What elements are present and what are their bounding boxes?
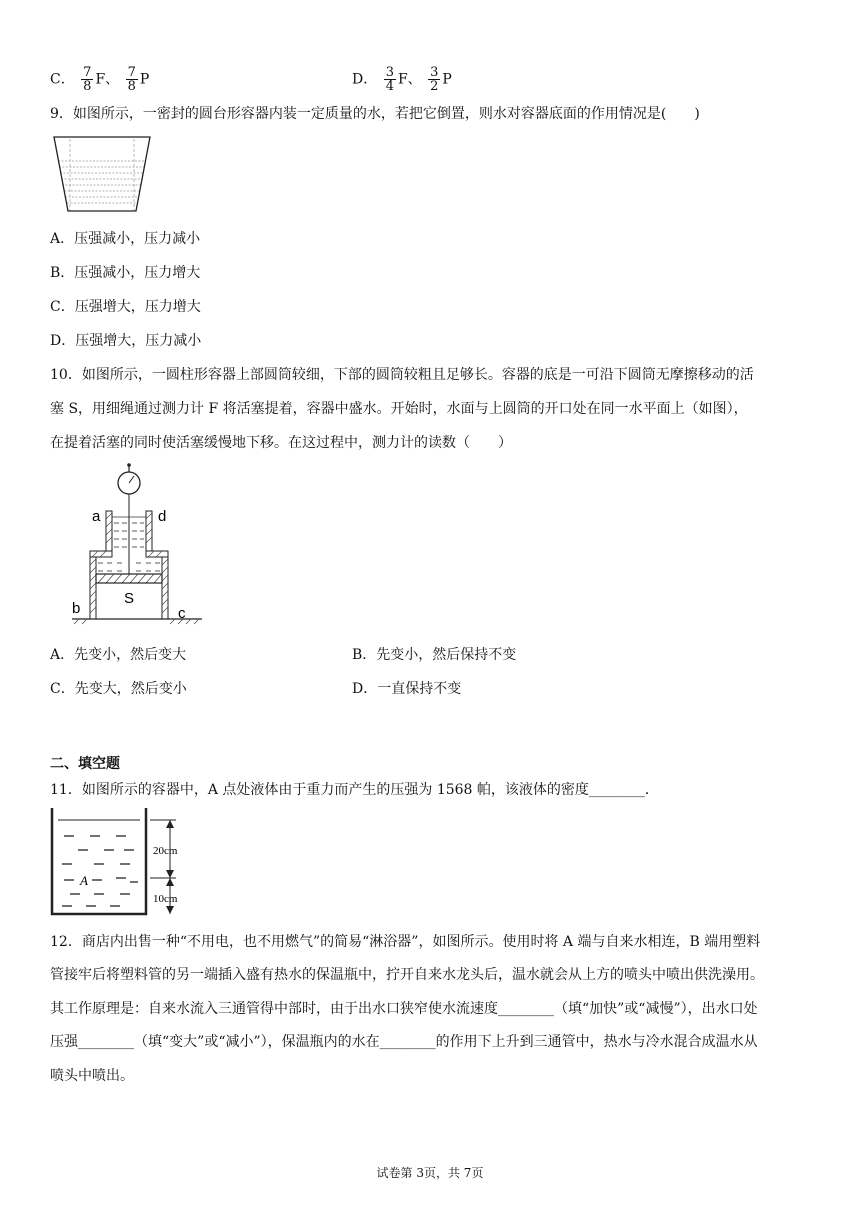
label-d: d xyxy=(158,508,167,525)
unit: P xyxy=(139,71,150,88)
section-title: 二、填空题 xyxy=(50,756,120,772)
q10-stem-line-3: 在提着活塞的同时使活塞缓慢地下移。在这过程中，测力计的读数（ ） xyxy=(50,435,512,451)
unit: F、 xyxy=(95,71,120,88)
numerator: 7 xyxy=(83,65,92,80)
q12-line-4: 压强________（填“变大”或“减小”），保温瓶内的水在________的作用下上升到三通管中，热水与冷水混合成温水从 xyxy=(50,1034,758,1050)
q9-option-b: B．压强减小，压力增大 xyxy=(50,265,201,281)
denominator: 8 xyxy=(127,79,136,94)
q10-stem-line-2: 塞 S，用细绳通过测力计 F 将活塞提着，容器中盛水。开始时，水面与上圆筒的开口处在同一水平面上（如图）， xyxy=(50,401,748,417)
q12-line-3: 其工作原理是：自来水流入三通管得中部时，由于出水口狭窄使水流速度________（填“加快”或“减慢”），出水口处 xyxy=(50,1001,758,1017)
q9-stem: 9．如图所示，一密封的圆台形容器内装一定质量的水，若把它倒置，则水对容器底面的作用情况是( ) xyxy=(50,106,700,122)
q11-stem: 11．如图所示的容器中，A 点处液体由于重力而产生的压强为 1568 帕，该液体的密度________． xyxy=(50,782,659,798)
q12-line-2: 管接牢后将塑料管的另一端插入盛有热水的保温瓶中，拧开自来水龙头后，温水就会从上方的喷头中喷出供洗澡用。 xyxy=(50,967,764,983)
fraction xyxy=(81,66,93,93)
frustum-outline xyxy=(54,137,150,211)
fraction xyxy=(384,66,396,93)
option-label: C． xyxy=(50,71,75,88)
page-footer: 试卷第 3页，共 7页 xyxy=(376,1166,484,1180)
option-label: D． xyxy=(352,71,378,88)
dimension-10cm: 10cm xyxy=(153,893,178,905)
q11-container-figure xyxy=(50,806,200,918)
numerator: 7 xyxy=(127,65,136,80)
option-c-q8 xyxy=(50,66,149,93)
q12-line-5: 喷头中喷出。 xyxy=(50,1068,134,1084)
unit: P xyxy=(442,71,452,88)
q10-option-d: D．一直保持不变 xyxy=(352,681,462,697)
q10-option-b: B．先变小，然后保持不变 xyxy=(352,647,517,663)
q9-option-d: D．压强增大，压力减小 xyxy=(50,333,202,349)
q12-line-1: 12．商店内出售一种“不用电，也不用燃气”的简易“淋浴器”，如图所示。使用时将 A 端与自来水相连，B 端用塑料 xyxy=(50,934,761,950)
unit: F、 xyxy=(397,71,422,88)
numerator: 3 xyxy=(385,65,394,80)
water-lines xyxy=(58,161,146,203)
label-a: a xyxy=(92,508,101,525)
container-outline xyxy=(52,808,146,914)
q10-stem-line-1: 10．如图所示，一圆柱形容器上部圆筒较细，下部的圆筒较粗且足够长。容器的底是一可沿下圆筒无摩擦移动的活 xyxy=(50,367,754,383)
q10-piston-figure xyxy=(62,463,212,625)
q9-option-a: A．压强减小，压力减小 xyxy=(50,231,201,247)
denominator: 8 xyxy=(83,79,92,94)
q9-option-c: C．压强增大，压力增大 xyxy=(50,299,201,315)
q9-frustum-figure xyxy=(52,133,152,215)
fraction xyxy=(428,66,440,93)
dimension-20cm: 20cm xyxy=(153,845,178,857)
option-d-q8 xyxy=(352,66,452,93)
label-c: c xyxy=(178,605,186,622)
label-s: S xyxy=(124,590,135,607)
denominator: 4 xyxy=(385,79,394,94)
point-a-label: A xyxy=(80,873,88,888)
label-b: b xyxy=(72,600,81,617)
q10-option-c: C．先变大，然后变小 xyxy=(50,681,187,697)
q10-option-a: A．先变小，然后变大 xyxy=(50,647,187,663)
numerator: 3 xyxy=(430,65,439,80)
liquid xyxy=(62,836,138,906)
denominator: 2 xyxy=(430,79,439,94)
fraction xyxy=(126,66,138,93)
